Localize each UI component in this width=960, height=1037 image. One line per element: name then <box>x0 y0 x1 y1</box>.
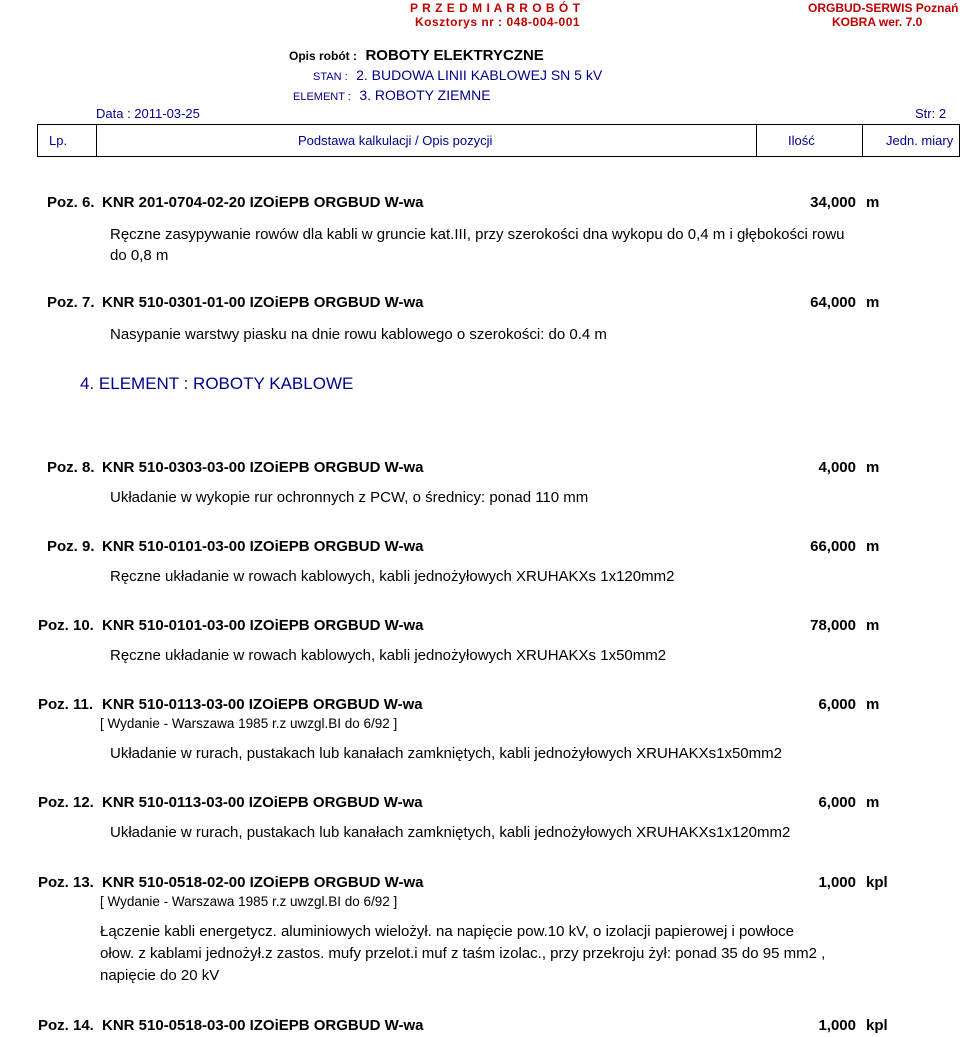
poz-unit: kpl <box>866 874 888 891</box>
poz-quantity: 6,000 <box>818 794 856 811</box>
poz-number: Poz. 10. <box>38 617 94 634</box>
poz-number: Poz. 9. <box>47 538 95 555</box>
stan <box>313 67 602 85</box>
element-value: 3. ROBOTY ZIEMNE <box>359 87 491 103</box>
col-header-ilosc: Ilość <box>788 133 815 148</box>
poz-quantity: 6,000 <box>818 696 856 713</box>
poz-code: KNR 510-0518-02-00 IZOiEPB ORGBUD W-wa <box>102 874 424 891</box>
poz-code: KNR 201-0704-02-20 IZOiEPB ORGBUD W-wa <box>102 194 424 211</box>
page-number: Str: 2 <box>915 106 947 121</box>
element-heading: 4. ELEMENT : ROBOTY KABLOWE <box>80 374 354 393</box>
poz-unit: m <box>866 794 880 811</box>
opis-value: ROBOTY ELEKTRYCZNE <box>365 47 544 64</box>
poz-quantity: 1,000 <box>818 874 856 891</box>
poz-unit: kpl <box>866 1017 888 1034</box>
col-header-lp: Lp. <box>49 133 68 148</box>
poz-unit: m <box>866 617 880 634</box>
poz-unit: m <box>866 538 880 555</box>
poz-description: Ręczne układanie w rowach kablowych, kabli jednożyłowych XRUHAKXs 1x50mm2 <box>110 647 667 664</box>
col-divider-left <box>37 124 38 157</box>
stan-value: 2. BUDOWA LINII KABLOWEJ SN 5 kV <box>356 67 603 83</box>
poz-description: Nasypanie warstwy piasku na dnie rowu kablowego o szerokości: do 0.4 m <box>110 326 607 343</box>
poz-code: KNR 510-0101-03-00 IZOiEPB ORGBUD W-wa <box>102 617 424 634</box>
poz-description: Układanie w rurach, pustakach lub kanałach zamkniętych, kabli jednożyłowych XRUHAKXs1x50mm2 <box>110 745 782 762</box>
poz-code: KNR 510-0113-03-00 IZOiEPB ORGBUD W-wa <box>102 794 423 811</box>
poz-description-cont: ołow. z kablami jednożył.z zastos. mufy przelot.i muf z taśm izolac., przy przekroju żył: ponad 35 do 95 mm2 , <box>100 945 826 962</box>
poz-description: Układanie w wykopie rur ochronnych z PCW, o średnicy: ponad 110 mm <box>110 489 589 506</box>
poz-description-cont: do 0,8 m <box>110 247 169 264</box>
poz-source-note: [ Wydanie - Warszawa 1985 r.z uwzgl.BI do 6/92 ] <box>100 894 398 909</box>
kosztorys-number: Kosztorys nr : 048-004-001 <box>415 15 581 29</box>
poz-unit: m <box>866 294 880 311</box>
element <box>293 87 491 105</box>
opis-label: Opis robót : <box>289 49 357 63</box>
poz-number: Poz. 14. <box>38 1017 94 1034</box>
poz-quantity: 64,000 <box>810 294 856 311</box>
poz-quantity: 78,000 <box>810 617 856 634</box>
company-name: ORGBUD-SERWIS Poznań <box>808 1 959 15</box>
poz-number: Poz. 13. <box>38 874 94 891</box>
poz-description: Ręczne zasypywanie rowów dla kabli w gruncie kat.III, przy szerokości dna wykopu do 0,4 m i głębokości rowu <box>110 226 845 243</box>
poz-quantity: 34,000 <box>810 194 856 211</box>
element-label: ELEMENT : <box>293 91 351 103</box>
poz-unit: m <box>866 696 880 713</box>
poz-description: Układanie w rurach, pustakach lub kanałach zamkniętych, kabli jednożyłowych XRUHAKXs1x120mm2 <box>110 824 791 841</box>
poz-code: KNR 510-0301-01-00 IZOiEPB ORGBUD W-wa <box>102 294 424 311</box>
poz-quantity: 4,000 <box>818 459 856 476</box>
col-header-podstawa: Podstawa kalkulacji / Opis pozycji <box>298 133 493 148</box>
col-divider-ilosc <box>862 124 863 157</box>
program-version: KOBRA wer. 7.0 <box>832 15 923 29</box>
document-date: Data : 2011-03-25 <box>96 106 200 121</box>
poz-description: Ręczne układanie w rowach kablowych, kabli jednożyłowych XRUHAKXs 1x120mm2 <box>110 568 675 585</box>
poz-number: Poz. 7. <box>47 294 95 311</box>
header-bottom-line <box>37 156 960 157</box>
col-divider-lp <box>96 124 97 157</box>
poz-number: Poz. 12. <box>38 794 94 811</box>
poz-code: KNR 510-0113-03-00 IZOiEPB ORGBUD W-wa <box>102 696 423 713</box>
poz-code: KNR 510-0518-03-00 IZOiEPB ORGBUD W-wa <box>102 1017 424 1034</box>
poz-quantity: 66,000 <box>810 538 856 555</box>
header-top-line <box>37 124 960 125</box>
opis-robot <box>289 47 544 65</box>
poz-description-cont: napięcie do 20 kV <box>100 967 220 984</box>
program-title: P R Z E D M I A R R O B Ó T <box>410 1 581 15</box>
poz-code: KNR 510-0303-03-00 IZOiEPB ORGBUD W-wa <box>102 459 424 476</box>
poz-quantity: 1,000 <box>818 1017 856 1034</box>
poz-code: KNR 510-0101-03-00 IZOiEPB ORGBUD W-wa <box>102 538 424 555</box>
poz-number: Poz. 8. <box>47 459 95 476</box>
poz-source-note: [ Wydanie - Warszawa 1985 r.z uwzgl.BI do 6/92 ] <box>100 716 398 731</box>
poz-number: Poz. 11. <box>38 696 94 713</box>
poz-unit: m <box>866 194 880 211</box>
stan-label: STAN : <box>313 71 348 83</box>
poz-number: Poz. 6. <box>47 194 95 211</box>
poz-unit: m <box>866 459 880 476</box>
poz-description: Łączenie kabli energetycz. aluminiowych wielożył. na napięcie pow.10 kV, o izolacji papierowej i powłoce <box>100 923 794 940</box>
col-header-jedn: Jedn. miary <box>886 133 954 148</box>
col-divider-opis <box>756 124 757 157</box>
